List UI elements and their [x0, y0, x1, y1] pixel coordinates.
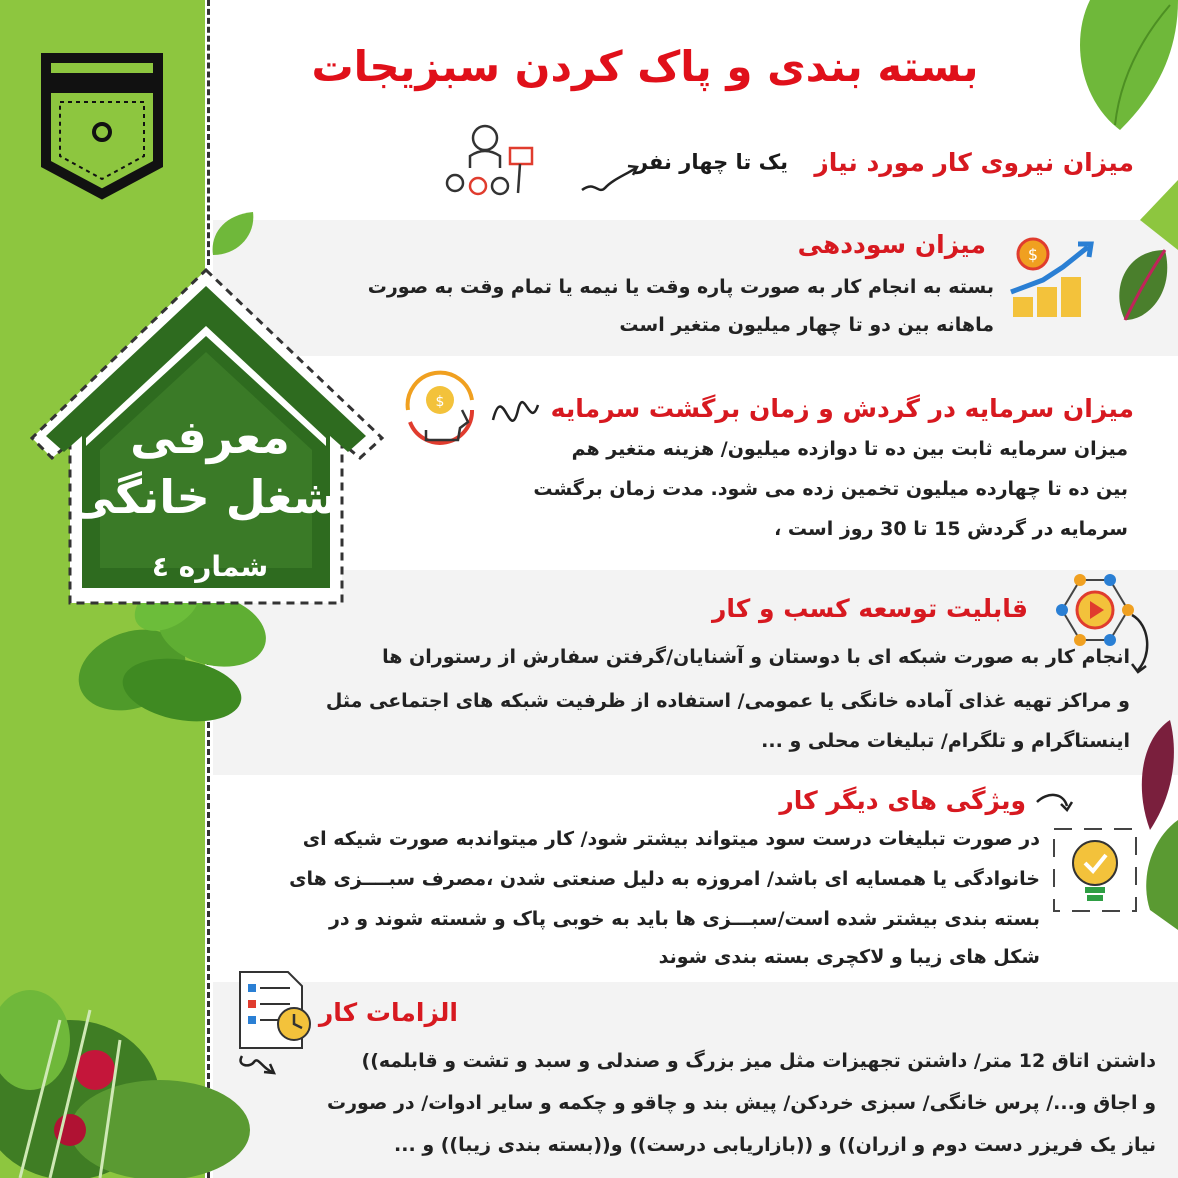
svg-text:$: $ [435, 394, 445, 410]
curly-arrow-icon [580, 160, 640, 200]
profit-line-1: بسته به انجام کار به صورت پاره وقت یا نیمه یا تمام وقت به صورت [367, 276, 994, 298]
small-arrow-icon [1035, 790, 1075, 820]
red-leaf [1130, 720, 1178, 830]
badge-line-2: شغل خانگی [68, 470, 338, 524]
growth-line-1: انجام کار به صورت شبکه ای با دوستان و آشنایان/گرفتن سفارش از رستوران ها [382, 646, 1130, 668]
requirements-line-3: نیاز یک فریزر دست دوم و ازران)) و ((بازاریابی درست)) و((بسته بندی زیبا)) و ... [394, 1134, 1156, 1156]
badge-line-3: شماره ٤ [151, 550, 269, 583]
profit-line-2: ماهانه بین دو تا چهار میلیون متغیر است [619, 314, 994, 336]
capital-line-3: سرمایه در گردش 15 تا 30 روز است ، [774, 518, 1128, 540]
capital-line-1: میزان سرمایه ثابت بین ده تا دوازده میلیون/ هزینه متغیر هم [571, 438, 1128, 460]
growth-heading: قابلیت توسعه کسب و کار [711, 594, 1028, 623]
growth-line-3: اینستاگرام و تلگرام/ تبلیغات محلی و ... [761, 730, 1130, 752]
chard-leaf [1105, 240, 1175, 330]
leaf-edge-right-2 [1140, 820, 1178, 930]
leaf-top-right [1060, 0, 1178, 140]
requirements-line-1: داشتن اتاق 12 متر/ داشتن تجهیزات مثل میز بزرگ و صندلی و سبد و تشت و قابلمه)) [361, 1050, 1156, 1072]
workforce-heading: میزان نیروی کار مورد نیاز [814, 148, 1134, 177]
features-line-3: بسته بندی بیشتر شده است/سبـــزی ها باید به خوبی پاک و شسته شوند و در [328, 908, 1040, 930]
capital-heading: میزان سرمایه در گردش و زمان برگشت سرمایه [550, 394, 1134, 423]
growth-line-2: و مراکز تهیه غذای آماده خانگی یا عمومی/ استفاده از ظرفیت شبکه های اجتماعی مثل [325, 690, 1130, 712]
lightbulb-check-icon [1050, 825, 1140, 915]
features-line-1: در صورت تبلیغات درست سود میتواند بیشتر شود/ کار میتواندبه صورت شیکه ای [302, 828, 1040, 850]
capital-line-2: بین ده تا چهارده میلیون تخمین زده می شود. مدت زمان برگشت [533, 478, 1128, 500]
requirements-heading: الزامات کار [318, 998, 458, 1027]
greens-bunch [0, 980, 270, 1178]
badge-line-1: معرفی [130, 410, 290, 464]
pocket-logo-icon [38, 44, 166, 204]
document-clock-icon [232, 968, 322, 1078]
features-line-4: شکل های زیبا و لاکچری بسته بندی شوند [658, 946, 1040, 968]
head-money-icon [398, 370, 558, 448]
svg-text:$: $ [1027, 245, 1039, 264]
features-line-2: خانوادگی یا همسایه ای باشد/ امروزه به دلیل صنعتی شدن ،مصرف سبــــزی های [289, 868, 1040, 890]
small-leaf [208, 210, 258, 260]
coins-growth-icon [1003, 232, 1101, 322]
page-title: بسته بندی و پاک کردن سبزیجات [311, 42, 979, 91]
features-heading: ویژگی های دیگر کار [779, 786, 1026, 815]
workforce-value: یک تا چهار نفر [635, 150, 788, 174]
team-icon [440, 118, 550, 206]
profit-heading: میزان سوددهی [797, 230, 986, 259]
requirements-line-2: و اجاق و.../ پرس خانگی/ سبزی خردکن/ پیش بند و چاقو و چکمه و سایر ادوات/ در صورت [327, 1092, 1156, 1114]
